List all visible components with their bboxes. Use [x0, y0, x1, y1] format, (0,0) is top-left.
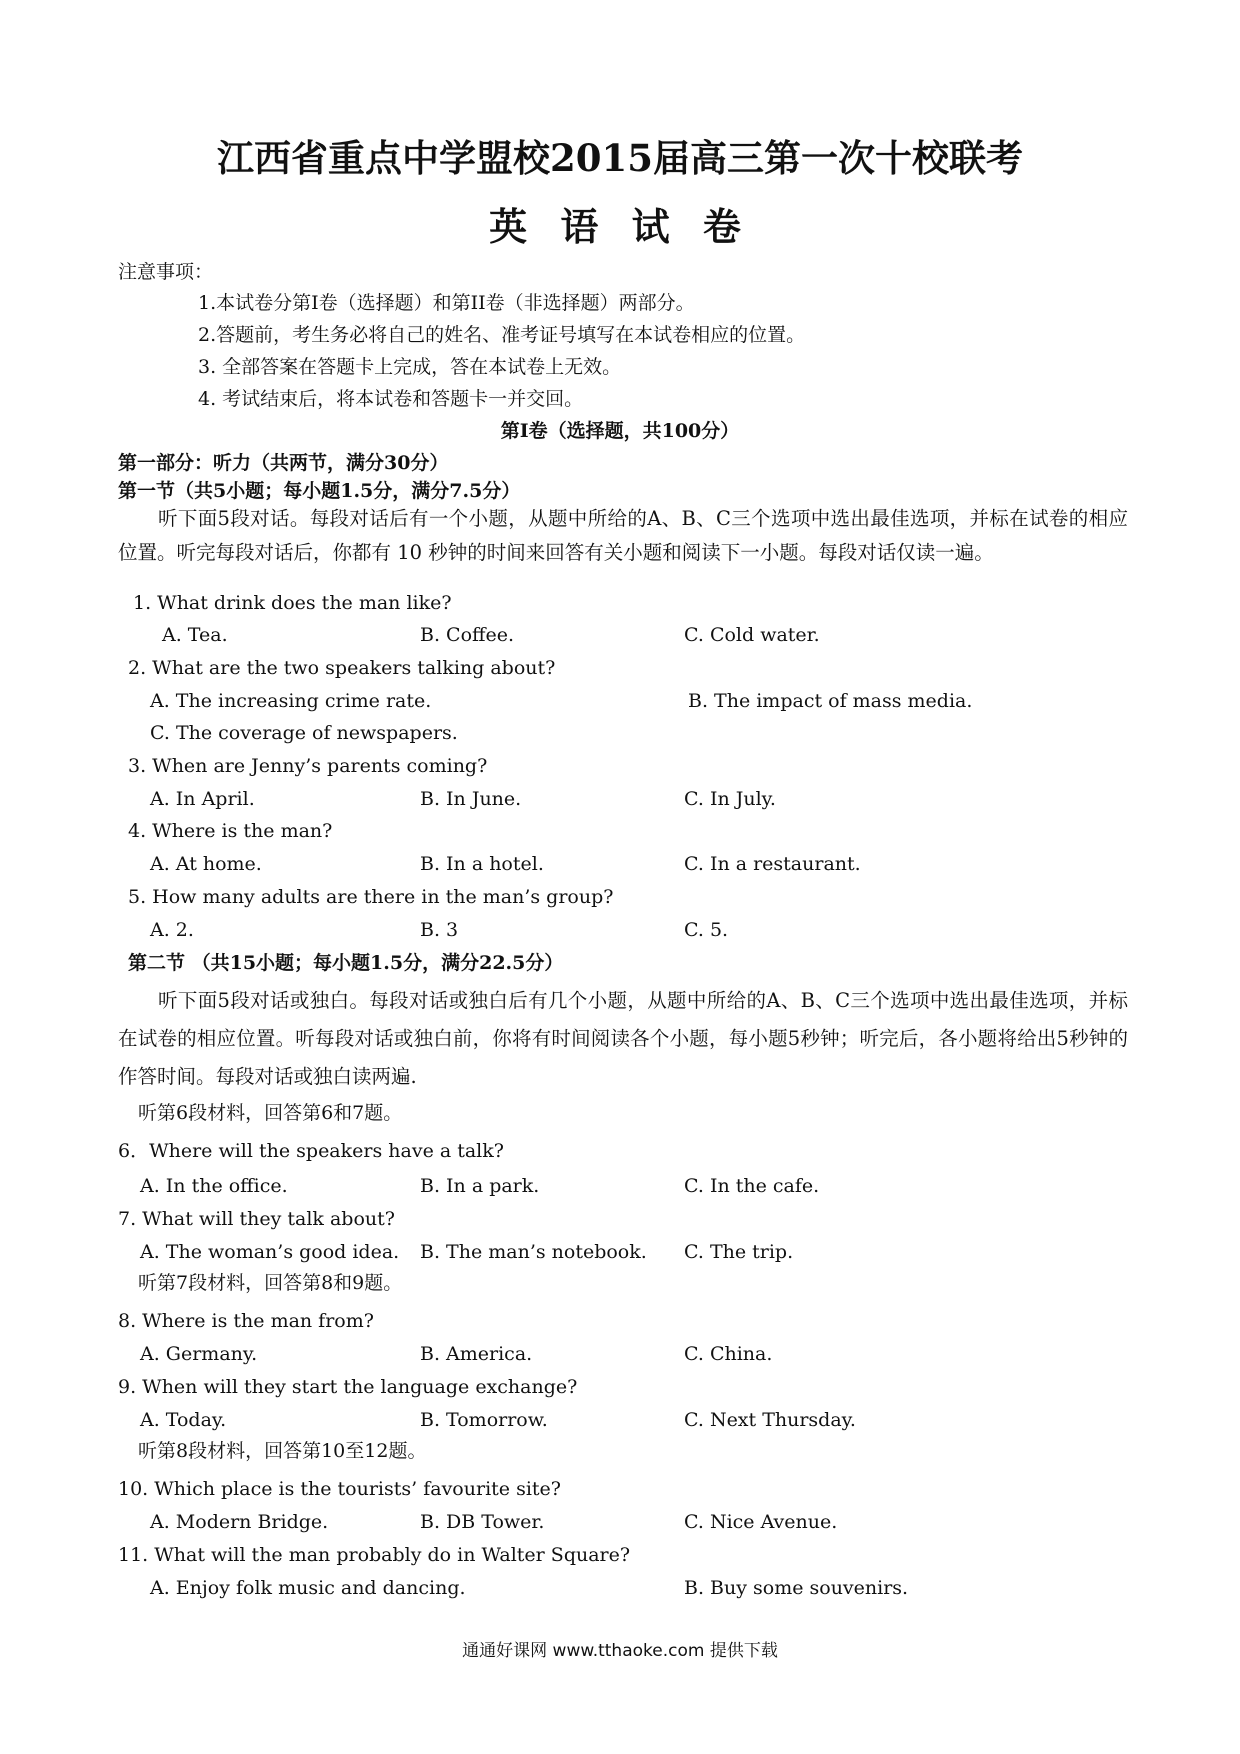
- footer-credit: 通通好课网 www.tthaoke.com 提供下载: [462, 1641, 778, 1661]
- q4-option-b: B. In a hotel.: [420, 853, 544, 875]
- q5-option-a: A. 2.: [150, 919, 194, 941]
- q5-option-b: B. 3: [420, 919, 459, 941]
- question-11: 11. What will the man probably do in Walter Square?: [118, 1544, 631, 1566]
- notes-heading: 注意事项：: [118, 261, 214, 283]
- q9-option-b: B. Tomorrow.: [420, 1409, 548, 1431]
- section1-heading: 第一节（共5小题；每小题1.5分，满分7.5分）: [118, 480, 521, 502]
- q1-option-a: A. Tea.: [162, 624, 228, 646]
- q2-option-c: C. The coverage of newspapers.: [150, 722, 458, 744]
- q1-option-b: B. Coffee.: [420, 624, 515, 646]
- question-6: 6．Where will the speakers have a talk?: [118, 1140, 504, 1162]
- section1-instructions: 听下面5段对话。每段对话后有一个小题，从题中所给的A、B、C三个选项中选出最佳选项，并标在试卷的相应位置。听完每段对话后，你都有 10 秒钟的时间来回答有关小题和阅读下一小题。每段对话仅读一遍。: [118, 507, 1128, 564]
- q9-option-c: C. Next Thursday.: [684, 1409, 856, 1431]
- exam-title: 江西省重点中学盟校2015届高三第一次十校联考: [217, 136, 1023, 180]
- material-6-note: 听第6段材料，回答第6和7题。: [138, 1102, 403, 1124]
- material-8-note: 听第8段材料，回答第10至12题。: [138, 1440, 427, 1462]
- note-item-1: 1.本试卷分第I卷（选择题）和第II卷（非选择题）两部分。: [198, 292, 695, 314]
- question-9: 9. When will they start the language exchange?: [118, 1376, 578, 1398]
- q2-option-b: B. The impact of mass media.: [688, 690, 973, 712]
- q8-option-b: B. America.: [420, 1343, 533, 1365]
- q3-option-a: A. In April.: [150, 788, 255, 810]
- q6-option-c: C. In the cafe.: [684, 1175, 820, 1197]
- q7-option-a: A. The woman’s good idea.: [140, 1241, 400, 1263]
- exam-subtitle: 英 语 试 卷: [489, 204, 751, 249]
- question-3: 3. When are Jenny’s parents coming?: [128, 755, 488, 777]
- q7-option-c: C. The trip.: [684, 1241, 794, 1263]
- question-4: 4. Where is the man?: [128, 820, 333, 842]
- note-item-4: 4. 考试结束后，将本试卷和答题卡一并交回。: [198, 388, 584, 410]
- section2-heading: 第二节 （共15小题；每小题1.5分，满分22.5分）: [128, 952, 564, 974]
- q10-option-a: A. Modern Bridge.: [150, 1511, 329, 1533]
- q5-option-c: C. 5.: [684, 919, 729, 941]
- question-1: 1. What drink does the man like?: [133, 592, 452, 614]
- q6-option-a: A. In the office.: [140, 1175, 288, 1197]
- material-7-note: 听第7段材料，回答第8和9题。: [138, 1272, 403, 1294]
- note-item-2: 2.答题前，考生务必将自己的姓名、准考证号填写在本试卷相应的位置。: [198, 324, 806, 346]
- q8-option-c: C. China.: [684, 1343, 773, 1365]
- q3-option-b: B. In June.: [420, 788, 522, 810]
- q1-option-c: C. Cold water.: [684, 624, 820, 646]
- question-5: 5. How many adults are there in the man’s group?: [128, 886, 614, 908]
- part1-heading: 第一部分：听力（共两节，满分30分）: [118, 452, 449, 474]
- q4-option-a: A. At home.: [150, 853, 262, 875]
- q4-option-c: C. In a restaurant.: [684, 853, 861, 875]
- q7-option-b: B. The man’s notebook.: [420, 1241, 647, 1263]
- question-8: 8. Where is the man from?: [118, 1310, 374, 1332]
- question-10: 10. Which place is the tourists’ favourite site?: [118, 1478, 561, 1500]
- volume-heading: 第I卷（选择题，共100分）: [500, 420, 740, 442]
- q10-option-c: C. Nice Avenue.: [684, 1511, 838, 1533]
- q9-option-a: A. Today.: [140, 1409, 227, 1431]
- note-item-3: 3. 全部答案在答题卡上完成，答在本试卷上无效。: [198, 356, 622, 378]
- section2-instructions: 听下面5段对话或独白。每段对话或独白后有几个小题，从题中所给的A、B、C三个选项中选出最佳选项，并标在试卷的相应位置。听每段对话或独白前，你将有时间阅读各个小题，每小题5秒钟；听完后，各小题将给出5秒钟的作答时间。每段对话或独白读两遍.: [118, 989, 1128, 1088]
- q2-option-a: A. The increasing crime rate.: [150, 690, 432, 712]
- q11-option-a: A. Enjoy folk music and dancing.: [150, 1577, 466, 1599]
- q11-option-b: B. Buy some souvenirs.: [684, 1577, 909, 1599]
- question-7: 7. What will they talk about?: [118, 1208, 395, 1230]
- q3-option-c: C. In July.: [684, 788, 776, 810]
- q8-option-a: A. Germany.: [140, 1343, 258, 1365]
- q6-option-b: B. In a park.: [420, 1175, 540, 1197]
- question-2: 2. What are the two speakers talking about?: [128, 657, 556, 679]
- q10-option-b: B. DB Tower.: [420, 1511, 545, 1533]
